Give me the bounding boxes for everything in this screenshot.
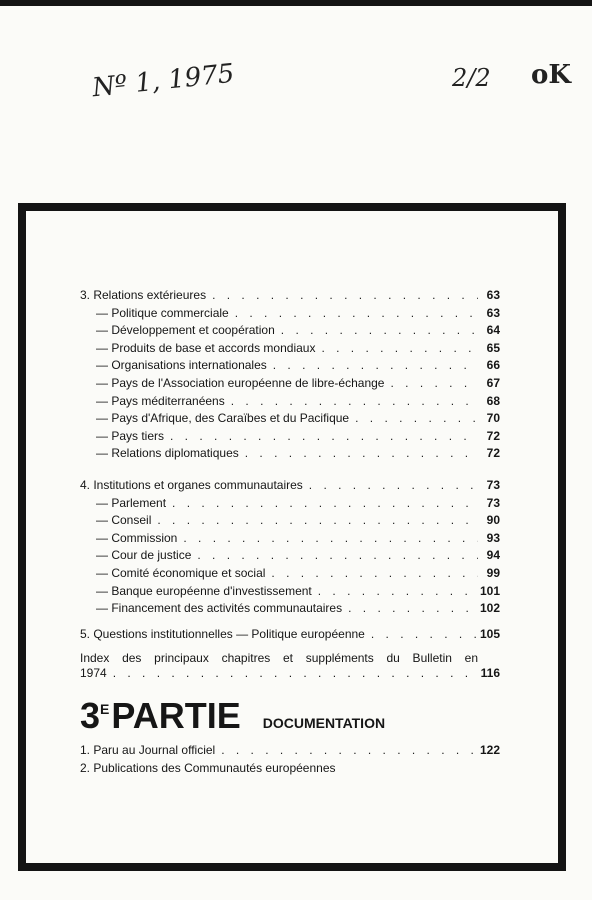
toc-page: 99 bbox=[486, 565, 500, 580]
toc-label: — Relations diplomatiques bbox=[96, 446, 239, 461]
toc-item[interactable] bbox=[80, 375, 500, 393]
leader-dots bbox=[342, 600, 478, 618]
toc-item[interactable] bbox=[80, 583, 500, 601]
leader-dots bbox=[239, 445, 478, 463]
toc-page: 66 bbox=[486, 358, 500, 373]
toc-page: 70 bbox=[486, 411, 500, 426]
toc-label: 3. Relations extérieures bbox=[80, 288, 207, 302]
toc-label: — Parlement bbox=[96, 495, 167, 510]
leader-dots bbox=[312, 583, 478, 601]
part-subtitle: DOCUMENTATION bbox=[262, 715, 386, 731]
toc-item[interactable] bbox=[80, 305, 500, 323]
toc-page: 64 bbox=[486, 323, 500, 338]
toc-page: 72 bbox=[486, 446, 500, 461]
leader-dots bbox=[365, 626, 478, 644]
leader-dots bbox=[384, 375, 478, 393]
spacer bbox=[80, 643, 500, 651]
part-superscript: E bbox=[100, 701, 110, 717]
leader-dots bbox=[349, 410, 478, 428]
toc-label: — Comité économique et social bbox=[96, 565, 266, 580]
toc-item[interactable] bbox=[80, 340, 500, 358]
toc-label: — Pays méditerranéens bbox=[96, 393, 225, 408]
toc-label: — Développement et coopération bbox=[96, 323, 275, 338]
toc-item[interactable] bbox=[80, 760, 500, 778]
toc-label: — Organisations internationales bbox=[96, 358, 267, 373]
toc-item[interactable] bbox=[80, 428, 500, 446]
toc-item[interactable] bbox=[80, 547, 500, 565]
leader-dots bbox=[225, 393, 478, 411]
toc-item[interactable] bbox=[80, 445, 500, 463]
top-rule bbox=[0, 0, 592, 6]
toc-item[interactable] bbox=[80, 512, 500, 530]
handwritten-ok-mark: oK bbox=[531, 60, 571, 90]
toc-label: — Pays de l'Association européenne de libre-échange bbox=[96, 375, 385, 390]
toc-item[interactable] bbox=[80, 322, 500, 340]
toc-page: 102 bbox=[479, 601, 500, 616]
toc-page: 73 bbox=[486, 495, 500, 510]
leader-dots bbox=[166, 495, 478, 513]
spacer bbox=[80, 463, 500, 477]
toc-index-line1: Index des principaux chapitres et suppléments du Bulletin en bbox=[80, 651, 478, 666]
toc-page: 68 bbox=[486, 393, 500, 408]
toc-section-5[interactable] bbox=[80, 626, 500, 644]
toc-label: — Cour de justice bbox=[96, 548, 192, 563]
toc-item[interactable] bbox=[80, 393, 500, 411]
toc-label: 1. Paru au Journal officiel bbox=[80, 743, 216, 757]
toc-index[interactable] bbox=[80, 651, 500, 681]
leader-dots bbox=[164, 428, 478, 446]
toc-section-3[interactable] bbox=[80, 287, 500, 305]
toc-label: — Financement des activités communautaires bbox=[96, 601, 343, 616]
leader-dots bbox=[265, 565, 478, 583]
toc-label: 5. Questions institutionnelles — Politique européenne bbox=[80, 626, 365, 641]
leader-dots bbox=[215, 742, 478, 760]
toc-item[interactable] bbox=[80, 495, 500, 513]
leader-dots bbox=[303, 477, 478, 495]
toc-item[interactable] bbox=[80, 742, 500, 760]
toc-label: — Conseil bbox=[96, 513, 152, 528]
leader-dots bbox=[229, 305, 478, 323]
toc-label: 1974 bbox=[80, 666, 107, 681]
toc-item[interactable] bbox=[80, 600, 500, 618]
toc-page: 63 bbox=[486, 288, 500, 302]
handwritten-issue-note: Nº 1, 1975 bbox=[90, 58, 236, 104]
toc-index-line2 bbox=[80, 666, 500, 681]
part-number: 3 bbox=[80, 695, 101, 736]
toc-page: 94 bbox=[486, 548, 500, 563]
toc-label: — Pays tiers bbox=[96, 428, 165, 443]
leader-dots bbox=[107, 666, 478, 681]
leader-dots bbox=[206, 287, 478, 305]
toc-page: 93 bbox=[486, 530, 500, 545]
leader-dots bbox=[191, 547, 478, 565]
toc-page: 105 bbox=[479, 626, 500, 641]
toc-label: — Commission bbox=[96, 530, 178, 545]
toc-label: — Banque européenne d'investissement bbox=[96, 583, 312, 598]
toc-label: — Pays d'Afrique, des Caraïbes et du Pacifique bbox=[96, 411, 350, 426]
leader-dots bbox=[315, 340, 478, 358]
handwritten-page-note: 2/2 bbox=[452, 64, 491, 92]
leader-dots bbox=[267, 357, 478, 375]
toc-page: 90 bbox=[486, 513, 500, 528]
toc-label: — Politique commerciale bbox=[96, 305, 229, 320]
toc-label: 2. Publications des Communautés européennes bbox=[80, 760, 336, 775]
part-3-heading bbox=[80, 696, 385, 736]
toc-page: 63 bbox=[486, 305, 500, 320]
spacer bbox=[80, 618, 500, 626]
toc-label: 4. Institutions et organes communautaires bbox=[80, 477, 303, 492]
leader-dots bbox=[275, 322, 478, 340]
toc-item[interactable] bbox=[80, 530, 500, 548]
toc-page: 101 bbox=[479, 583, 500, 598]
toc-page: 65 bbox=[486, 340, 500, 355]
table-of-contents bbox=[80, 287, 500, 681]
toc-page: 73 bbox=[486, 477, 500, 492]
toc-item[interactable] bbox=[80, 565, 500, 583]
toc-label: — Produits de base et accords mondiaux bbox=[96, 340, 316, 355]
toc-page: 116 bbox=[480, 666, 500, 681]
toc-section-4[interactable] bbox=[80, 477, 500, 495]
part-word: PARTIE bbox=[111, 695, 241, 736]
toc-item[interactable] bbox=[80, 410, 500, 428]
toc-page: 122 bbox=[479, 743, 500, 757]
toc-page: 67 bbox=[486, 375, 500, 390]
part-3-contents bbox=[80, 742, 500, 777]
toc-item[interactable] bbox=[80, 357, 500, 375]
toc-page: 72 bbox=[486, 428, 500, 443]
leader-dots bbox=[177, 530, 478, 548]
leader-dots bbox=[151, 512, 478, 530]
